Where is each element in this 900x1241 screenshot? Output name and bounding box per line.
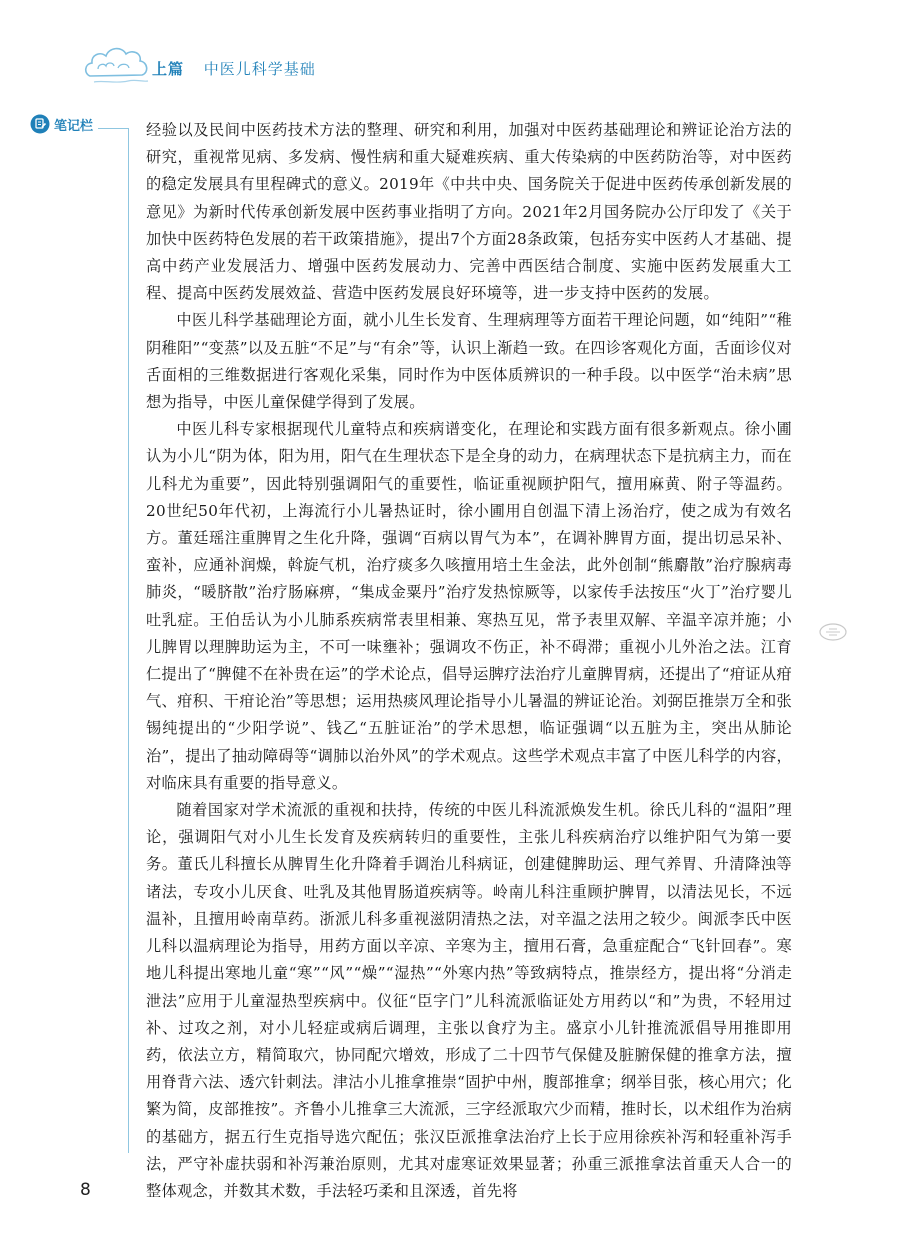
notes-column-label (30, 113, 93, 135)
paragraph-4: 随着国家对学术流派的重视和扶持，传统的中医儿科流派焕发生机。徐氏儿科的“温阳”理论，强调阳气对小儿生长发育及疾病转归的重要性，主张儿科疾病治疗以维护阳气为第一要务。董氏儿科擅长从脾胃生化升降着手调治儿科病证，创建健脾助运、理气养胃、升清降浊等诸法，专攻小儿厌食、吐乳及其他胃肠道疾病等。岭南儿科注重顾护脾胃，以清法见长，不远温补，且擅用岭南草药。浙派儿科多重视滋阴清热之法，对辛温之法用之较少。闽派李氏中医儿科以温病理论为指导，用药方面以辛凉、辛寒为主，擅用石膏，急重症配合“飞针回春”。寒地儿科提出寒地儿童“寒”“风”“燥”“湿热”“外寒内热”等致病特点，推崇经方，提出将“分消走泄法”应用于儿童湿热型疾病中。仪征“臣字门”儿科流派临证处方用药以“和”为贵，不轻用过补、过攻之剂，对小儿轻症或病后调理，主张以食疗为主。盛京小儿针推流派倡导用推即用药，依法立方，精简取穴，协同配穴增效，形成了二十四节气保健及脏腑保健的推拿方法，擅用脊背六法、透穴针刺法。津沽小儿推拿推崇“固护中州，腹部推拿；纲举目张，核心用穴；化繁为简，皮部推按”。齐鲁小儿推拿三大流派，三字经派取穴少而精，推时长，以术组作为治病的基础方，据五行生克指导选穴配伍；张汉臣派推拿法治疗上长于应用徐疾补泻和轻重补泻手法，严守补虚扶弱和补泻兼治原则，尤其对虚寒证效果显著；孙重三派推拿法首重天人合一的整体观念，并数其术数，手法轻巧柔和且深透，首先将 (146, 801, 792, 1200)
paragraph-3: 中医儿科专家根据现代儿童特点和疾病谱变化，在理论和实践方面有很多新观点。徐小圃认为小儿“阴为体，阳为用，阳气在生理状态下是全身的动力，在病理状态下是抗病主力，而在儿科尤为重要”，因此特别强调阳气的重要性，临证重视顾护阳气，擅用麻黄、附子等温药。20世纪50年代初，上海流行小儿暑热证时，徐小圃用自创温下清上汤治疗，使之成为有效名方。董廷瑶注重脾胃之生化升降，强调“百病以胃气为本”，在调补脾胃方面，提出切忌呆补、蛮补，应通补润燥，斡旋气机，治疗痰多久咳擅用培土生金法，此外创制“熊麝散”治疗腺病毒肺炎，“暖脐散”治疗肠麻痹，“集成金粟丹”治疗发热惊厥等，以家传手法按压“火丁”治疗婴儿吐乳症。王伯岳认为小儿肺系疾病常表里相兼、寒热互见，常予表里双解、辛温辛凉并施；小儿脾胃以理脾助运为主，不可一味壅补；强调攻不伤正，补不碍滞；重视小儿外治之法。江育仁提出了“脾健不在补贵在运”的学术论点，倡导运脾疗法治疗儿童脾胃病，还提出了“疳证从疳气、疳积、干疳论治”等思想；运用热痰风理论指导小儿暑温的辨证论治。刘弼臣推崇万全和张锡纯提出的“少阳学说”、钱乙“五脏证治”的学术思想，临证强调“以五脏为主，突出从肺论治”，提出了抽动障碍等“调肺以治外风”的学术观点。这些学术观点丰富了中医儿科学的内容，对临床具有重要的指导意义。 (146, 420, 792, 792)
running-header (152, 58, 316, 79)
chapter-title: 中医儿科学基础 (203, 60, 316, 78)
notes-label: 笔记栏 (54, 118, 94, 134)
margin-rule-horizontal (98, 128, 129, 129)
cloud-ornament-icon (82, 38, 152, 88)
paragraph-2: 中医儿科学基础理论方面，就小儿生长发育、生理病理等方面若干理论问题，如“纯阳”“稚阴稚阳”“变蒸”以及五脏“不足”与“有余”等，认识上渐趋一致。在四诊客观化方面，舌面诊仪对舌面相的三维数据进行客观化采集，同时作为中医体质辨识的一种手段。以中医学“治未病”思想为指导，中医儿童保健学得到了发展。 (146, 311, 792, 412)
margin-rule-vertical (128, 128, 129, 1153)
part-label: 上篇 (152, 60, 185, 78)
pencil-note-icon (30, 114, 50, 134)
body-text (146, 117, 792, 1205)
margin-ornament-icon (818, 622, 848, 642)
page-number: 8 (80, 1180, 91, 1200)
paragraph-1: 经验以及民间中医药技术方法的整理、研究和利用，加强对中医药基础理论和辨证论治方法的研究，重视常见病、多发病、慢性病和重大疑难疾病、重大传染病的中医药防治等，对中医药的稳定发展具有里程碑式的意义。2019年《中共中央、国务院关于促进中医药传承创新发展的意见》为新时代传承创新发展中医药事业指明了方向。2021年2月国务院办公厅印发了《关于加快中医药特色发展的若干政策措施》，提出7个方面28条政策，包括夯实中医药人才基础、提高中药产业发展活力、增强中医药发展动力、完善中西医结合制度、实施中医药发展重大工程、提高中医药发展效益、营造中医药发展良好环境等，进一步支持中医药的发展。 (146, 121, 792, 303)
page-header (0, 0, 900, 100)
